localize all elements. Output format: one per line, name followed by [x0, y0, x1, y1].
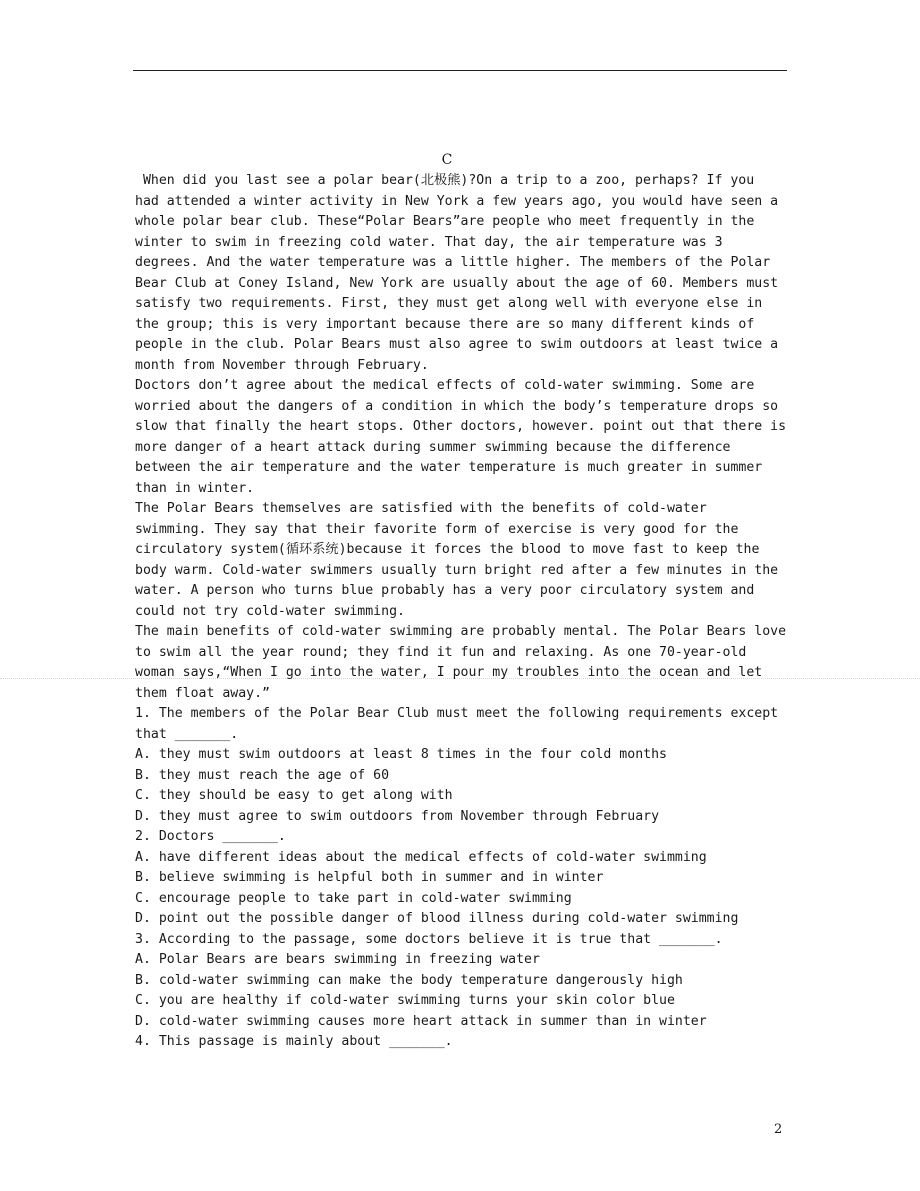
text-line: The main benefits of cold-water swimming are probably mental. The Polar Bears love: [135, 624, 787, 639]
document-body: [135, 171, 795, 1053]
option-line: A. Polar Bears are bears swimming in freezing water: [135, 952, 540, 967]
text-line: winter to swim in freezing cold water. That day, the air temperature was 3: [135, 234, 723, 250]
question-line: that _______.: [135, 726, 239, 742]
text-line: Doctors don’t agree about the medical effects of cold-water swimming. Some are: [135, 378, 755, 393]
section-title: C: [441, 152, 453, 168]
text-line: woman says,“When I go into the water, I pour my troubles into the ocean and let: [135, 665, 763, 680]
text-line: between the air temperature and the water temperature is much greater in summer: [135, 460, 763, 475]
text-line: them float away.”: [135, 685, 270, 701]
text-line: slow that finally the heart stops. Other doctors, however. point out that there is: [135, 419, 787, 434]
option-line: B. cold-water swimming can make the body temperature dangerously high: [135, 972, 683, 988]
page-number: 2: [774, 1122, 783, 1137]
option-line: A. they must swim outdoors at least 8 times in the four cold months: [135, 747, 667, 762]
option-line: D. they must agree to swim outdoors from November through February: [135, 808, 660, 824]
text-line: than in winter.: [135, 480, 255, 496]
question-line: 4. This passage is mainly about _______.: [135, 1034, 453, 1049]
text-line: the group; this is very important because there are so many different kinds of: [135, 316, 755, 332]
option-line: D. point out the possible danger of blood illness during cold-water swimming: [135, 911, 739, 926]
text-line: whole polar bear club. These“Polar Bears”are people who meet frequently in the: [135, 214, 755, 229]
text-line: circulatory system(循环系统)because it forces the blood to move fast to keep the: [135, 542, 760, 557]
question-line: 3. According to the passage, some doctors believe it is true that _______.: [135, 931, 723, 947]
text-line: The Polar Bears themselves are satisfied with the benefits of cold-water: [135, 501, 707, 516]
text-line: degrees. And the water temperature was a little higher. The members of the Polar: [135, 255, 771, 270]
header-rule: [133, 70, 787, 71]
question-line: 2. Doctors _______.: [135, 829, 286, 844]
question-line: 1. The members of the Polar Bear Club must meet the following requirements except: [135, 706, 779, 721]
text-line: body warm. Cold-water swimmers usually turn bright red after a few minutes in the: [135, 562, 779, 578]
text-line: worried about the dangers of a condition in which the body’s temperature drops so: [135, 398, 779, 414]
option-line: C. encourage people to take part in cold-water swimming: [135, 890, 572, 906]
text-line: When did you last see a polar bear(北极熊)?On a trip to a zoo, perhaps? If you: [135, 173, 755, 188]
text-line: more danger of a heart attack during summer swimming because the difference: [135, 439, 731, 455]
option-line: A. have different ideas about the medical effects of cold-water swimming: [135, 849, 707, 865]
option-line: B. believe swimming is helpful both in summer and in winter: [135, 870, 604, 885]
text-line: Bear Club at Coney Island, New York are usually about the age of 60. Members must: [135, 275, 779, 291]
option-line: D. cold-water swimming causes more heart attack in summer than in winter: [135, 1013, 707, 1029]
text-line: satisfy two requirements. First, they must get along well with everyone else in: [135, 296, 763, 311]
option-line: C. you are healthy if cold-water swimming turns your skin color blue: [135, 993, 675, 1008]
text-line: to swim all the year round; they find it fun and relaxing. As one 70-year-old: [135, 644, 747, 660]
text-line: month from November through February.: [135, 357, 429, 373]
text-line: had attended a winter activity in New York a few years ago, you would have seen a: [135, 193, 779, 209]
text-line: people in the club. Polar Bears must also agree to swim outdoors at least twice a: [135, 337, 779, 352]
text-line: could not try cold-water swimming.: [135, 603, 405, 619]
text-line: water. A person who turns blue probably has a very poor circulatory system and: [135, 583, 755, 598]
option-line: B. they must reach the age of 60: [135, 767, 390, 783]
option-line: C. they should be easy to get along with: [135, 788, 453, 803]
text-line: swimming. They say that their favorite form of exercise is very good for the: [135, 521, 739, 537]
